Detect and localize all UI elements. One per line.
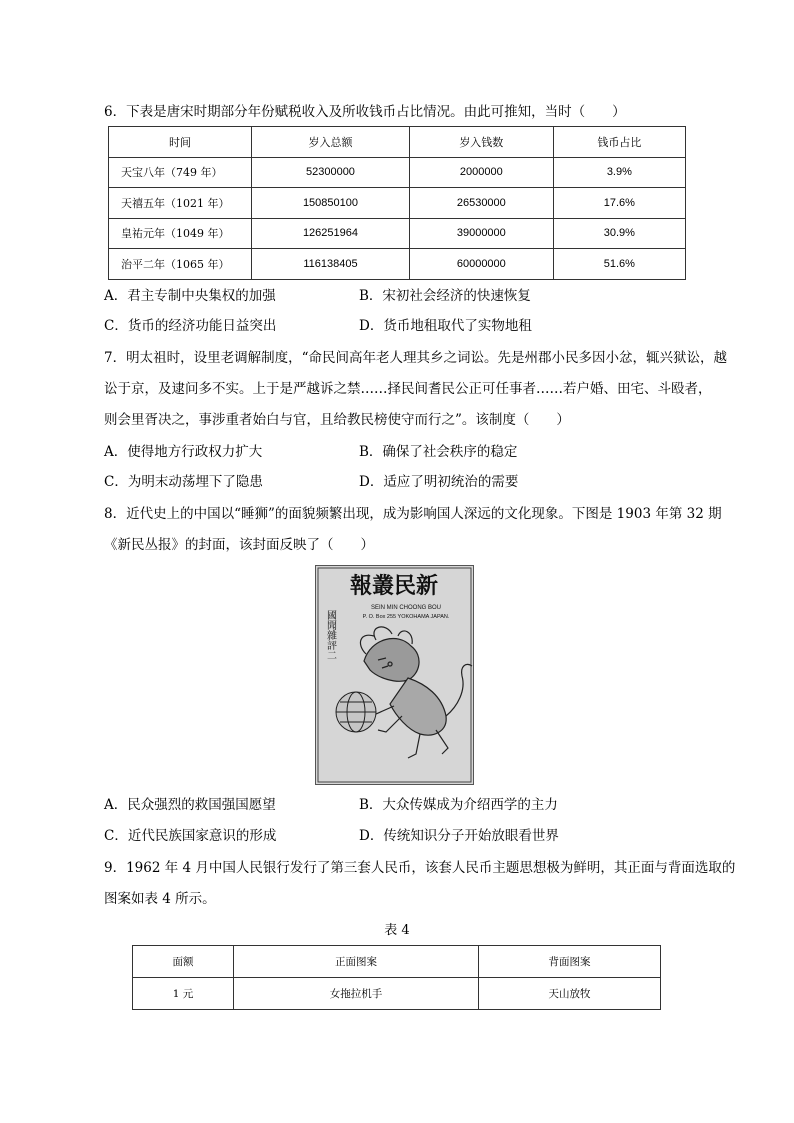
table-header: 钱币占比	[553, 127, 685, 158]
globe-drawing	[336, 692, 376, 732]
table-cell: 17.6%	[553, 188, 685, 219]
option-a[interactable]: A．君主专制中央集权的加强	[104, 288, 276, 304]
question-number: 8．	[104, 506, 127, 522]
magazine-cover-image	[315, 565, 474, 785]
question-number: 7．	[104, 350, 127, 366]
table-cell: 天宝八年（749 年）	[109, 157, 252, 188]
table-cell: 26530000	[409, 188, 553, 219]
option-b[interactable]: B．宋初社会经济的快速恢复	[359, 288, 531, 304]
option-b[interactable]: B．大众传媒成为介绍西学的主力	[359, 797, 558, 813]
table-cell: 3.9%	[553, 157, 685, 188]
cover-english-line: P. O. Box 255 YOKOHAMA JAPAN.	[362, 614, 450, 620]
question-6	[104, 97, 698, 128]
question-9-line	[104, 853, 736, 884]
table-cell: 皇祐元年（1049 年）	[109, 218, 252, 249]
table-cell: 治平二年（1065 年）	[109, 249, 252, 280]
question-text: 明太祖时，设里老调解制度，“命民间高年老人理其乡之词讼。先是州郡小民多因小忿，辄兴狱讼，越	[126, 350, 727, 366]
cover-english-line: SEIN MIN CHOONG BOU	[370, 605, 442, 611]
option-c[interactable]: C．货币的经济功能日益突出	[104, 318, 277, 334]
table-row	[109, 188, 686, 219]
table-cell: 2000000	[409, 157, 553, 188]
table-cell: 116138405	[252, 249, 410, 280]
options-row	[104, 437, 704, 467]
table-cell: 51.6%	[553, 249, 685, 280]
table-row	[109, 218, 686, 249]
question-7-line	[104, 343, 727, 374]
question-7	[104, 343, 727, 436]
table-cell: 150850100	[252, 188, 410, 219]
question-text: 1962 年 4 月中国人民银行发行了第三套人民币，该套人民币主题思想极为鲜明，其正面与背面选取的	[126, 860, 736, 876]
table-row	[109, 157, 686, 188]
option-c[interactable]: C．近代民族国家意识的形成	[104, 828, 277, 844]
table-caption: 表 4	[384, 923, 410, 938]
cover-side-text: 國聞雜評二	[324, 610, 336, 660]
option-d[interactable]: D．传统知识分子开始放眼看世界	[359, 828, 559, 844]
options-row	[104, 790, 704, 820]
question-6-stem	[104, 97, 698, 128]
question-7-line: 讼于京，及逮问多不实。上于是严越诉之禁……择民间耆民公正可任事者……若户婚、田宅、斗殴者，	[104, 381, 712, 397]
rmb-pattern-table	[132, 945, 661, 1010]
table-cell: 女拖拉机手	[234, 978, 479, 1010]
option-b[interactable]: B．确保了社会秩序的稳定	[359, 444, 518, 460]
question-number: 9．	[104, 860, 127, 876]
option-c[interactable]: C．为明末动荡埋下了隐患	[104, 474, 263, 490]
question-9	[104, 853, 736, 915]
option-a[interactable]: A．民众强烈的救国强国愿望	[104, 797, 276, 813]
table-header: 岁入钱数	[409, 127, 553, 158]
table-cell: 30.9%	[553, 218, 685, 249]
question-8-line: 《新民丛报》的封面，该封面反映了（ ）	[104, 537, 374, 553]
table-cell: 126251964	[252, 218, 410, 249]
question-8	[104, 499, 722, 561]
table-header: 岁入总额	[252, 127, 410, 158]
question-text: 近代史上的中国以“睡狮”的面貌频繁出现，成为影响国人深远的文化现象。下图是 1903 年第 32 期	[126, 506, 722, 522]
options-row	[104, 281, 704, 311]
option-d[interactable]: D．货币地租取代了实物地租	[359, 318, 532, 334]
options-row	[104, 467, 704, 497]
table-cell: 52300000	[252, 157, 410, 188]
question-text: 下表是唐宋时期部分年份赋税收入及所收钱币占比情况。由此可推知，当时（ ）	[126, 104, 626, 120]
table-header: 面额	[133, 946, 234, 978]
cover-illustration	[316, 566, 473, 784]
table-header: 背面图案	[479, 946, 661, 978]
table-cell: 39000000	[409, 218, 553, 249]
options-row	[104, 821, 704, 851]
table-row	[109, 249, 686, 280]
table-cell: 天禧五年（1021 年）	[109, 188, 252, 219]
cover-title: 報叢民新	[349, 573, 439, 599]
options-row	[104, 311, 704, 341]
table-cell: 1 元	[133, 978, 234, 1010]
table-cell: 天山放牧	[479, 978, 661, 1010]
table-header-row	[133, 946, 661, 978]
table-cell: 60000000	[409, 249, 553, 280]
question-8-line	[104, 499, 722, 530]
table-row	[133, 978, 661, 1010]
question-9-line: 图案如表 4 所示。	[104, 891, 216, 907]
option-d[interactable]: D．适应了明初统治的需要	[359, 474, 519, 490]
table-header: 时间	[109, 127, 252, 158]
option-a[interactable]: A．使得地方行政权力扩大	[104, 444, 263, 460]
question-7-line: 则会里胥决之，事涉重者始白与官，且给教民榜使守而行之”。该制度（ ）	[104, 412, 570, 428]
question-number: 6．	[104, 104, 127, 120]
tax-revenue-table	[108, 126, 686, 280]
table-header-row	[109, 127, 686, 158]
table-header: 正面图案	[234, 946, 479, 978]
